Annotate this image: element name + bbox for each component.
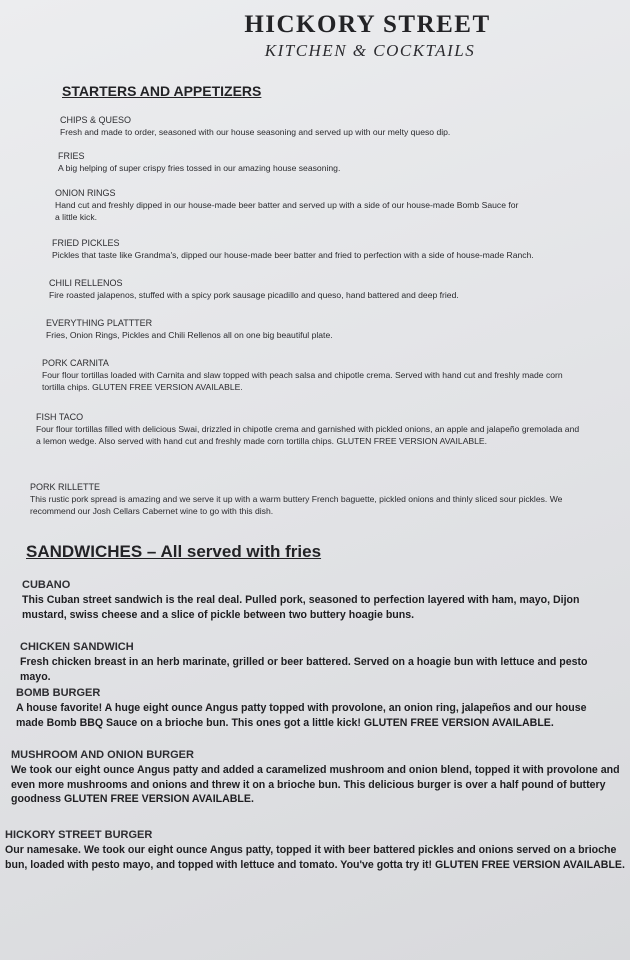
menu-item-name: HICKORY STREET BURGER bbox=[5, 829, 153, 841]
menu-item bbox=[46, 317, 606, 341]
menu-item-description: Fresh and made to order, seasoned with our house seasoning and served up with our melty queso dip. bbox=[60, 127, 451, 137]
menu-item bbox=[52, 237, 612, 261]
menu-item bbox=[60, 114, 520, 138]
menu-item-description: Hand cut and freshly dipped in our house-made beer batter and served up with a side of our house-made Bomb Sauce for a little kick. bbox=[55, 200, 519, 222]
menu-item bbox=[49, 277, 609, 301]
menu-item bbox=[36, 411, 586, 447]
menu-item bbox=[42, 357, 582, 393]
menu-item-name: FISH TACO bbox=[36, 412, 84, 422]
menu-item-name: CHICKEN SANDWICH bbox=[20, 641, 134, 653]
menu-item bbox=[55, 187, 525, 223]
menu-item-description: Four flour tortillas loaded with Carnita and slaw topped with peach salsa and chipotle crema. Served with hand cut and freshly made corn tortilla chips. GLUTEN FREE VERSION AVAILABLE. bbox=[42, 370, 563, 392]
menu-item-description: A house favorite! A huge eight ounce Angus patty topped with provolone, an onion ring, jalapeños and our house made Bomb BBQ Sauce on a brioche bun. This ones got a little kick! GLUTEN FREE VERSION AVAILABLE. bbox=[16, 702, 587, 729]
menu-item-description: Fresh chicken breast in an herb marinate, grilled or beer battered. Served on a hoagie bun with lettuce and pesto mayo. bbox=[20, 656, 588, 683]
menu-item bbox=[11, 748, 627, 807]
menu-item-name: EVERYTHING PLATTTER bbox=[46, 318, 153, 328]
menu-item bbox=[5, 828, 627, 872]
menu-item-name: FRIES bbox=[58, 151, 85, 161]
restaurant-name: HICKORY STREET bbox=[244, 11, 491, 38]
menu-item-name: MUSHROOM AND ONION BURGER bbox=[11, 749, 194, 761]
menu-item bbox=[16, 686, 606, 730]
menu-item-description: A big helping of super crispy fries tossed in our amazing house seasoning. bbox=[58, 163, 341, 173]
menu-item bbox=[22, 578, 602, 622]
menu-header bbox=[0, 10, 630, 62]
menu-item-name: PORK RILLETTE bbox=[30, 482, 101, 492]
sandwiches-heading: SANDWICHES – All served with fries bbox=[26, 542, 322, 561]
menu-item-description: Fire roasted jalapenos, stuffed with a spicy pork sausage picadillo and queso, hand battered and deep fried. bbox=[49, 290, 459, 300]
menu-item-description: Pickles that taste like Grandma's, dipped our house-made beer batter and fried to perfection with a side of house-made Ranch. bbox=[52, 250, 534, 260]
starters-heading: STARTERS AND APPETIZERS bbox=[62, 83, 262, 99]
menu-item-name: CUBANO bbox=[22, 579, 71, 591]
menu-item-description: Fries, Onion Rings, Pickles and Chili Rellenos all on one big beautiful plate. bbox=[46, 330, 333, 340]
menu-item-name: ONION RINGS bbox=[55, 188, 116, 198]
menu-item bbox=[58, 150, 528, 174]
menu-item-name: FRIED PICKLES bbox=[52, 238, 120, 248]
menu-item bbox=[20, 640, 620, 684]
menu-item-name: CHILI RELLENOS bbox=[49, 278, 123, 288]
menu-item-description: Our namesake. We took our eight ounce Angus patty, topped it with beer battered pickles and onions served on a brioche bun, loaded with pesto mayo, and topped with lettuce and tomato. You've gotta try it! GLUTEN FREE VERSION AVAILABLE. bbox=[5, 844, 625, 871]
restaurant-subtitle: KITCHEN & COCKTAILS bbox=[264, 41, 476, 60]
menu-item-description: Four flour tortillas filled with delicious Swai, drizzled in chipotle crema and garnished with pickled onions, an apple and jalapeño gremolada and a lemon wedge. Also served with hand cut and freshly made corn tortilla chips. GLUTEN FREE VERSION AVAILABLE. bbox=[36, 424, 580, 446]
menu-item-name: PORK CARNITA bbox=[42, 358, 109, 368]
menu-item-description: We took our eight ounce Angus patty and added a caramelized mushroom and onion blend, topped it with provolone and even more mushrooms and onions and threw it on a brioche bun. This delicious burger is over a half pound of buttery goodness GLUTEN FREE VERSION AVAILABLE. bbox=[11, 764, 620, 805]
menu-item-name: BOMB BURGER bbox=[16, 687, 101, 699]
menu-item bbox=[30, 481, 600, 517]
menu-item-description: This Cuban street sandwich is the real deal. Pulled pork, seasoned to perfection layered with ham, mayo, Dijon mustard, swiss cheese and a slice of pickle between two buttery hoagie buns. bbox=[22, 594, 580, 621]
menu-item-description: This rustic pork spread is amazing and we serve it up with a warm buttery French baguette, pickled onions and thinly sliced sour pickles. We recommend our Josh Cellars Cabernet wine to go with this dish. bbox=[30, 494, 563, 516]
menu-item-name: CHIPS & QUESO bbox=[60, 115, 132, 125]
